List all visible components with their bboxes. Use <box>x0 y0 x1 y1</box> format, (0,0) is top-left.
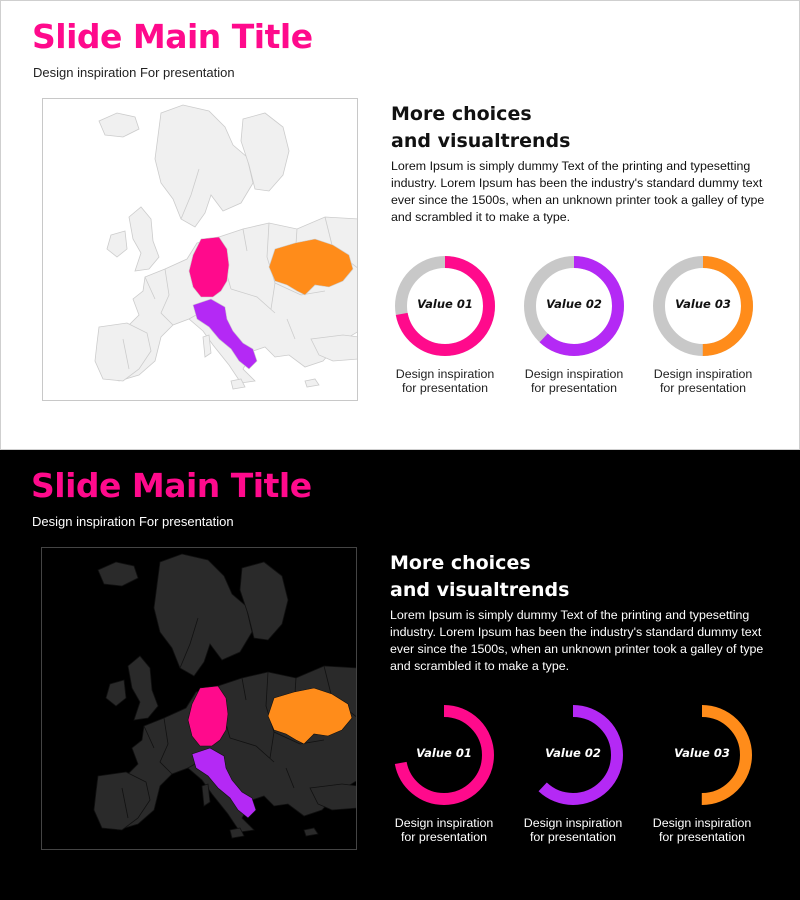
slide-title: Slide Main Title <box>32 17 313 56</box>
caption-line-1: Design inspiration <box>523 816 623 830</box>
slide-dark <box>0 450 800 900</box>
heading-line-2: and visualtrends <box>391 130 571 152</box>
caption-line-2: for presentation <box>659 381 747 395</box>
donut-value-label: Value 01 <box>416 746 472 760</box>
caption-line-1: Design inspiration <box>524 367 624 381</box>
donut-caption-3 <box>638 367 768 395</box>
donut-value-label: Value 02 <box>546 297 602 311</box>
europe-map-graphic <box>42 548 357 850</box>
europe-map-graphic <box>43 99 358 401</box>
caption-line-1: Design inspiration <box>394 816 494 830</box>
caption-line-1: Design inspiration <box>395 367 495 381</box>
donut-chart-3 <box>648 251 758 361</box>
donut-chart-2 <box>518 700 628 810</box>
slide-title: Slide Main Title <box>31 466 312 505</box>
donut-chart-2 <box>519 251 629 361</box>
donut-value-label: Value 03 <box>674 746 730 760</box>
slide-subtitle: Design inspiration For presentation <box>32 514 234 529</box>
slide-subtitle: Design inspiration For presentation <box>33 65 235 80</box>
donut-chart-1 <box>389 700 499 810</box>
section-heading <box>391 101 771 155</box>
donut-caption-3 <box>637 816 767 844</box>
caption-line-2: for presentation <box>529 830 617 844</box>
body-paragraph: Lorem Ipsum is simply dummy Text of the printing and typesetting industry. Lorem Ipsum has been the industry's standard dummy text ever since the 1500s, when an unknown printer took a galley of type and scrambled it to make a type. <box>390 608 764 673</box>
donut-caption-1 <box>379 816 509 844</box>
caption-line-1: Design inspiration <box>653 367 753 381</box>
donut-chart-3 <box>647 700 757 810</box>
section-heading <box>390 550 770 604</box>
caption-line-2: for presentation <box>658 830 746 844</box>
caption-line-2: for presentation <box>400 830 488 844</box>
donut-value-label: Value 03 <box>675 297 731 311</box>
donut-value-label: Value 02 <box>545 746 601 760</box>
caption-line-2: for presentation <box>530 381 618 395</box>
body-paragraph: Lorem Ipsum is simply dummy Text of the printing and typesetting industry. Lorem Ipsum has been the industry's standard dummy text ever since the 1500s, when an unknown printer took a galley of type and scrambled it to make a type. <box>391 159 765 224</box>
heading-line-2: and visualtrends <box>390 579 570 601</box>
heading-line-1: More choices <box>391 103 532 125</box>
caption-line-2: for presentation <box>401 381 489 395</box>
heading-line-1: More choices <box>390 552 531 574</box>
europe-map <box>42 98 358 401</box>
donut-caption-2 <box>508 816 638 844</box>
donut-caption-2 <box>509 367 639 395</box>
donut-caption-1 <box>380 367 510 395</box>
donut-value-label: Value 01 <box>417 297 473 311</box>
caption-line-1: Design inspiration <box>652 816 752 830</box>
donut-chart-1 <box>390 251 500 361</box>
europe-map <box>41 547 357 850</box>
